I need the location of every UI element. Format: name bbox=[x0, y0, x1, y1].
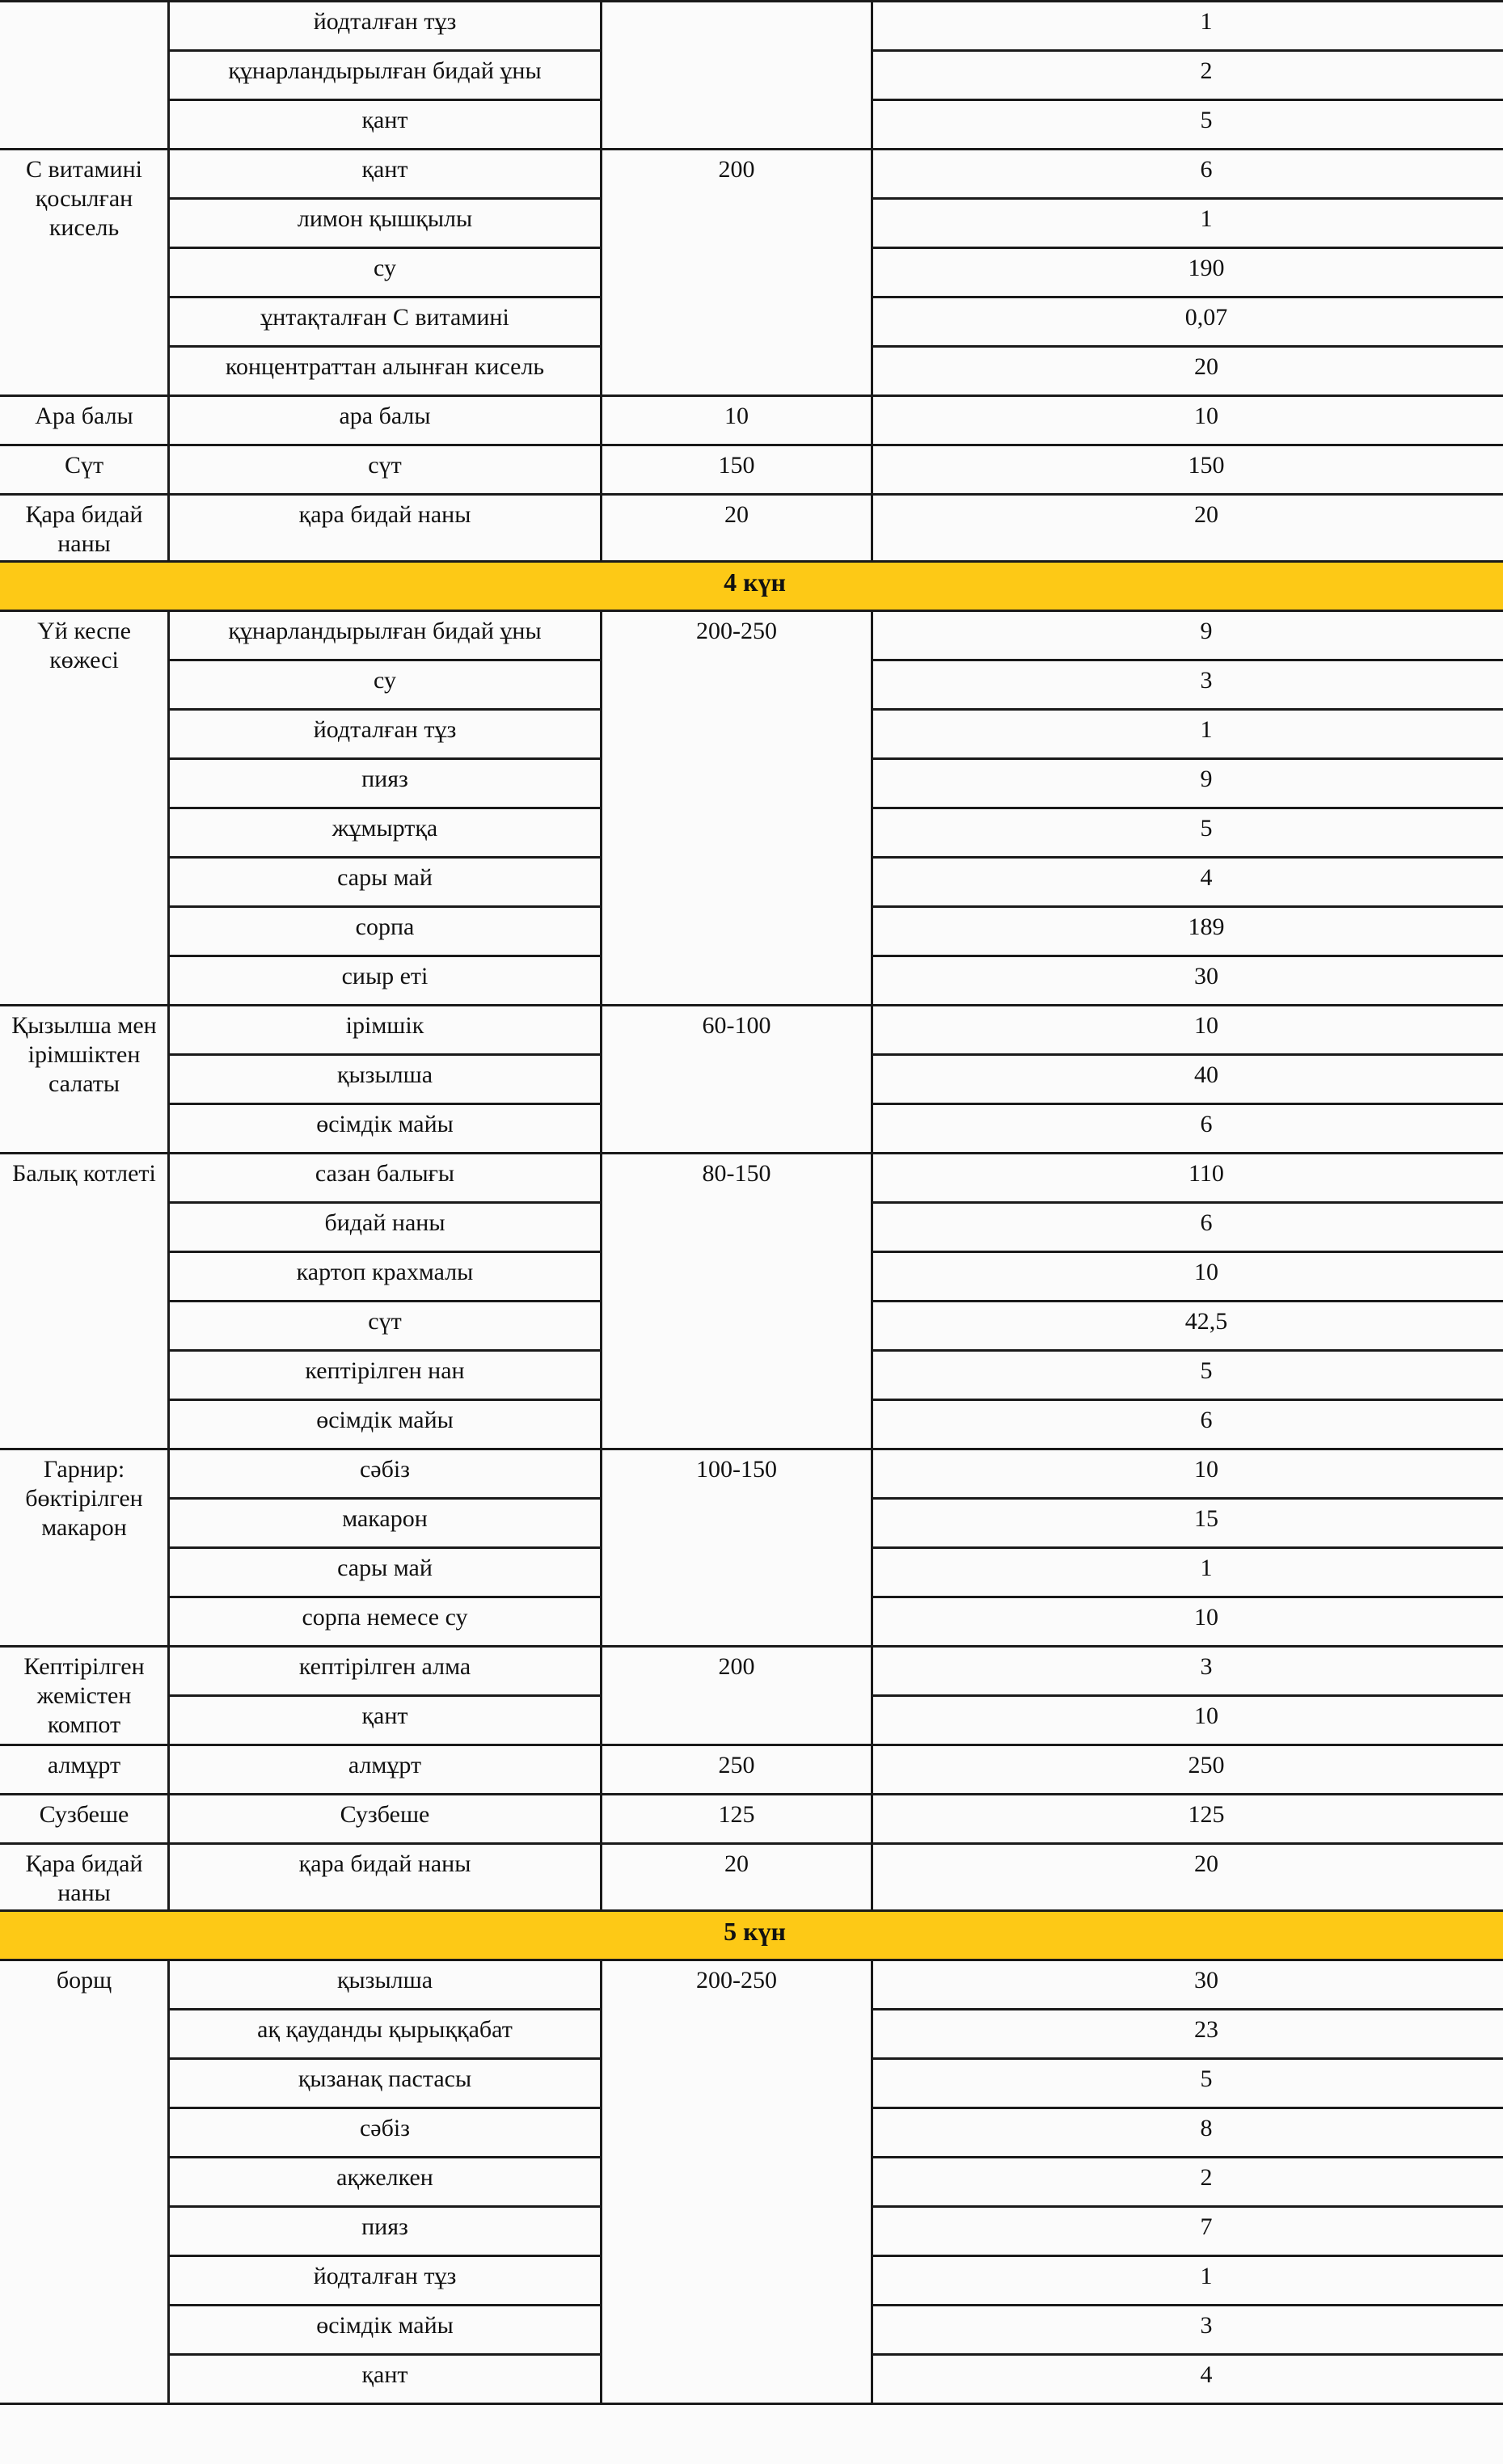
ingredient-quantity: 8 bbox=[872, 2108, 1503, 2158]
ingredient-quantity: 190 bbox=[872, 248, 1503, 297]
ingredient-name: сәбіз bbox=[169, 1449, 602, 1499]
ingredient-name: сазан балығы bbox=[169, 1154, 602, 1203]
ingredient-name: Сузбеше bbox=[169, 1795, 602, 1844]
ingredient-name: құнарландырылған бидай ұны bbox=[169, 611, 602, 660]
ingredient-quantity: 5 bbox=[872, 100, 1503, 150]
day-header-row bbox=[0, 1911, 1503, 1960]
ingredient-row bbox=[0, 445, 1503, 495]
ingredient-quantity: 42,5 bbox=[872, 1302, 1503, 1351]
ingredient-name: жұмыртқа bbox=[169, 808, 602, 858]
ingredient-quantity: 5 bbox=[872, 2059, 1503, 2108]
ingredient-quantity: 23 bbox=[872, 2010, 1503, 2059]
ingredient-quantity: 20 bbox=[872, 347, 1503, 396]
ingredient-row bbox=[0, 396, 1503, 445]
portion-size: 200 bbox=[602, 150, 872, 396]
ingredient-name: пияз bbox=[169, 759, 602, 808]
ingredient-name: сорпа немесе су bbox=[169, 1597, 602, 1647]
ingredient-name: йодталған тұз bbox=[169, 710, 602, 759]
dish-name: борщ bbox=[0, 1960, 169, 2404]
portion-size: 60-100 bbox=[602, 1006, 872, 1154]
ingredient-row bbox=[0, 150, 1503, 199]
dish-name: Үй кеспе көжесі bbox=[0, 611, 169, 1006]
ingredient-quantity: 6 bbox=[872, 1203, 1503, 1252]
ingredient-name: сүт bbox=[169, 1302, 602, 1351]
ingredient-row bbox=[0, 1647, 1503, 1696]
ingredient-quantity: 10 bbox=[872, 1696, 1503, 1745]
ingredient-quantity: 20 bbox=[872, 495, 1503, 562]
ingredient-quantity: 2 bbox=[872, 51, 1503, 100]
dish-name: Қара бидай наны bbox=[0, 1844, 169, 1911]
portion-size: 200-250 bbox=[602, 611, 872, 1006]
portion-size: 125 bbox=[602, 1795, 872, 1844]
ingredient-quantity: 3 bbox=[872, 2306, 1503, 2355]
portion-size: 250 bbox=[602, 1745, 872, 1795]
ingredient-name: сүт bbox=[169, 445, 602, 495]
ingredient-name: сорпа bbox=[169, 907, 602, 956]
ingredient-quantity: 0,07 bbox=[872, 297, 1503, 347]
ingredient-name: пияз bbox=[169, 2207, 602, 2256]
ingredient-row bbox=[0, 1006, 1503, 1055]
ingredient-name: кептірілген нан bbox=[169, 1351, 602, 1400]
ingredient-name: картоп крахмалы bbox=[169, 1252, 602, 1302]
ingredient-quantity: 9 bbox=[872, 611, 1503, 660]
ingredient-name: макарон bbox=[169, 1499, 602, 1548]
ingredient-name: қант bbox=[169, 1696, 602, 1745]
ingredient-name: кептірілген алма bbox=[169, 1647, 602, 1696]
ingredient-row bbox=[0, 1844, 1503, 1911]
ingredient-quantity: 10 bbox=[872, 1252, 1503, 1302]
ingredient-name: сиыр еті bbox=[169, 956, 602, 1006]
ingredient-name: алмұрт bbox=[169, 1745, 602, 1795]
menu-table-body bbox=[0, 2, 1503, 2404]
ingredient-quantity: 125 bbox=[872, 1795, 1503, 1844]
dish-name: Гарнир: бөктірілген макарон bbox=[0, 1449, 169, 1647]
ingredient-quantity: 5 bbox=[872, 808, 1503, 858]
ingredient-row bbox=[0, 1449, 1503, 1499]
ingredient-name: құнарландырылған бидай ұны bbox=[169, 51, 602, 100]
dish-name: Қызылша мен ірімшіктен салаты bbox=[0, 1006, 169, 1154]
ingredient-name: өсімдік майы bbox=[169, 1400, 602, 1449]
ingredient-name: қант bbox=[169, 150, 602, 199]
ingredient-name: концентраттан алынған кисель bbox=[169, 347, 602, 396]
ingredient-name: қара бидай наны bbox=[169, 495, 602, 562]
ingredient-quantity: 1 bbox=[872, 2, 1503, 51]
ingredient-quantity: 15 bbox=[872, 1499, 1503, 1548]
ingredient-quantity: 10 bbox=[872, 1449, 1503, 1499]
ingredient-name: лимон қышқылы bbox=[169, 199, 602, 248]
dish-name: Балық котлеті bbox=[0, 1154, 169, 1449]
ingredient-quantity: 1 bbox=[872, 2256, 1503, 2306]
day-header: 4 күн bbox=[0, 562, 1503, 611]
ingredient-row bbox=[0, 1960, 1503, 2010]
ingredient-quantity: 3 bbox=[872, 1647, 1503, 1696]
portion-size: 200-250 bbox=[602, 1960, 872, 2404]
ingredient-name: су bbox=[169, 248, 602, 297]
ingredient-name: бидай наны bbox=[169, 1203, 602, 1252]
portion-size bbox=[602, 2, 872, 150]
dish-name: Сузбеше bbox=[0, 1795, 169, 1844]
ingredient-name: су bbox=[169, 660, 602, 710]
dish-name: Ара балы bbox=[0, 396, 169, 445]
portion-size: 200 bbox=[602, 1647, 872, 1745]
ingredient-quantity: 1 bbox=[872, 199, 1503, 248]
ingredient-name: ақжелкен bbox=[169, 2158, 602, 2207]
portion-size: 20 bbox=[602, 495, 872, 562]
ingredient-quantity: 10 bbox=[872, 396, 1503, 445]
dish-name: алмұрт bbox=[0, 1745, 169, 1795]
ingredient-quantity: 2 bbox=[872, 2158, 1503, 2207]
day-header: 5 күн bbox=[0, 1911, 1503, 1960]
ingredient-quantity: 5 bbox=[872, 1351, 1503, 1400]
portion-size: 100-150 bbox=[602, 1449, 872, 1647]
ingredient-name: йодталған тұз bbox=[169, 2, 602, 51]
ingredient-quantity: 7 bbox=[872, 2207, 1503, 2256]
ingredient-quantity: 3 bbox=[872, 660, 1503, 710]
ingredient-quantity: 189 bbox=[872, 907, 1503, 956]
ingredient-name: ара балы bbox=[169, 396, 602, 445]
ingredient-name: қызылша bbox=[169, 1960, 602, 2010]
ingredient-name: қант bbox=[169, 100, 602, 150]
ingredient-quantity: 20 bbox=[872, 1844, 1503, 1911]
ingredient-quantity: 30 bbox=[872, 1960, 1503, 2010]
ingredient-quantity: 30 bbox=[872, 956, 1503, 1006]
dish-name: Кептірілген жемістен компот bbox=[0, 1647, 169, 1745]
ingredient-quantity: 10 bbox=[872, 1006, 1503, 1055]
ingredient-name: сары май bbox=[169, 858, 602, 907]
ingredient-row bbox=[0, 1154, 1503, 1203]
portion-size: 150 bbox=[602, 445, 872, 495]
ingredient-quantity: 1 bbox=[872, 1548, 1503, 1597]
ingredient-quantity: 6 bbox=[872, 1104, 1503, 1154]
ingredient-quantity: 150 bbox=[872, 445, 1503, 495]
ingredient-quantity: 250 bbox=[872, 1745, 1503, 1795]
ingredient-name: сары май bbox=[169, 1548, 602, 1597]
ingredient-row bbox=[0, 1745, 1503, 1795]
ingredient-quantity: 6 bbox=[872, 150, 1503, 199]
ingredient-quantity: 4 bbox=[872, 858, 1503, 907]
ingredient-quantity: 9 bbox=[872, 759, 1503, 808]
ingredient-quantity: 6 bbox=[872, 1400, 1503, 1449]
ingredient-row bbox=[0, 495, 1503, 562]
ingredient-name: өсімдік майы bbox=[169, 1104, 602, 1154]
dish-name: Қара бидай наны bbox=[0, 495, 169, 562]
ingredient-quantity: 40 bbox=[872, 1055, 1503, 1104]
dish-name: С витамині қосылған кисель bbox=[0, 150, 169, 396]
ingredient-row bbox=[0, 1795, 1503, 1844]
portion-size: 80-150 bbox=[602, 1154, 872, 1449]
ingredient-quantity: 4 bbox=[872, 2355, 1503, 2404]
ingredient-quantity: 1 bbox=[872, 710, 1503, 759]
ingredient-name: қант bbox=[169, 2355, 602, 2404]
ingredient-name: қызанақ пастасы bbox=[169, 2059, 602, 2108]
ingredient-name: ақ қауданды қырыққабат bbox=[169, 2010, 602, 2059]
ingredient-name: ұнтақталған С витамині bbox=[169, 297, 602, 347]
ingredient-name: ірімшік bbox=[169, 1006, 602, 1055]
ingredient-name: йодталған тұз bbox=[169, 2256, 602, 2306]
ingredient-name: өсімдік майы bbox=[169, 2306, 602, 2355]
day-header-row bbox=[0, 562, 1503, 611]
ingredient-name: қара бидай наны bbox=[169, 1844, 602, 1911]
ingredient-row bbox=[0, 611, 1503, 660]
ingredient-quantity: 110 bbox=[872, 1154, 1503, 1203]
ingredient-name: қызылша bbox=[169, 1055, 602, 1104]
portion-size: 10 bbox=[602, 396, 872, 445]
ingredient-row bbox=[0, 2, 1503, 51]
portion-size: 20 bbox=[602, 1844, 872, 1911]
ingredient-name: сәбіз bbox=[169, 2108, 602, 2158]
dish-name bbox=[0, 2, 169, 150]
ingredient-quantity: 10 bbox=[872, 1597, 1503, 1647]
dish-name: Сүт bbox=[0, 445, 169, 495]
